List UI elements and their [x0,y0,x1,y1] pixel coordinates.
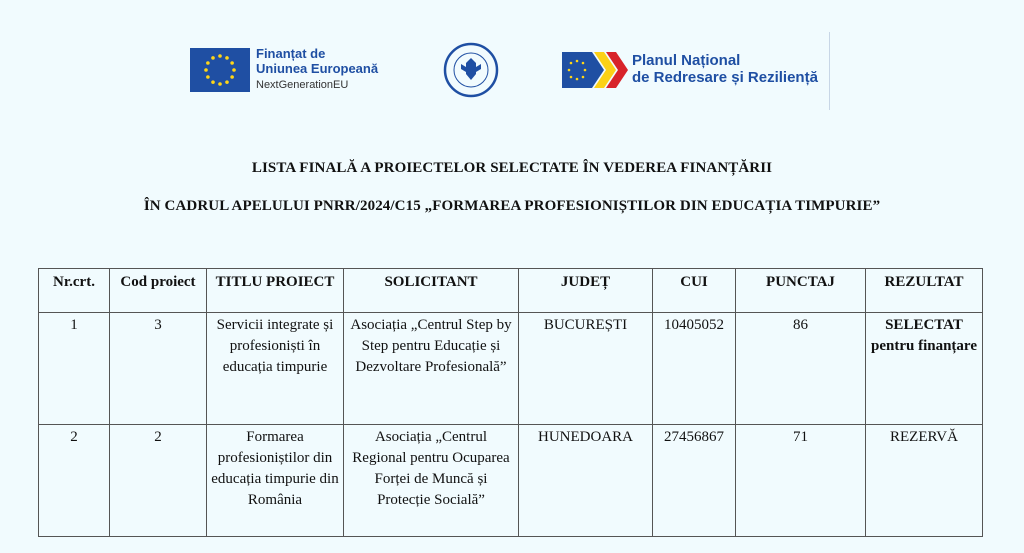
eu-star-icon [204,68,208,72]
header-judet: JUDEȚ [519,269,653,313]
eu-funding-label [256,46,378,93]
table-row [39,313,983,425]
header-rezultat: REZULTAT [866,269,983,313]
eu-star-icon [230,75,234,79]
cell-cui: 10405052 [653,313,736,425]
eu-star-icon [232,68,236,72]
cell-cui: 27456867 [653,425,736,537]
header-nr: Nr.crt. [39,269,110,313]
eu-star-icon [230,61,234,65]
cell-solicitant: Asociația „Centrul Regional pentru Ocuparea Forței de Muncă și Protecție Socială” [344,425,519,537]
header-solicitant: SOLICITANT [344,269,519,313]
divider [829,32,830,110]
header-titlu: TITLU PROIECT [207,269,344,313]
cell-cod: 3 [110,313,207,425]
guvernul-romaniei-seal-icon [443,42,499,98]
cell-judet: HUNEDOARA [519,425,653,537]
cell-titlu: Servicii integrate și profesioniști în educația timpurie [207,313,344,425]
eu-star-icon [211,80,215,84]
cell-punctaj: 86 [736,313,866,425]
cell-nr: 2 [39,425,110,537]
document-title-line1: LISTA FINALĂ A PROIECTELOR SELECTATE ÎN VEDEREA FINANȚĂRII [251,160,773,176]
eu-label-line3: NextGenerationEU [256,79,349,91]
pnrr-label-line2: de Redresare și Reziliență [632,69,818,86]
eu-star-icon [218,82,222,86]
cell-nr: 1 [39,313,110,425]
eu-label-line2: Uniunea Europeană [256,61,379,76]
eu-star-icon [211,56,215,60]
eu-star-icon [225,56,229,60]
eu-star-icon [225,80,229,84]
pnrr-label-line1: Planul Național [632,52,741,69]
cell-rezultat: SELECTAT pentru finanțare [866,313,983,425]
header-cod: Cod proiect [110,269,207,313]
header-cui: CUI [653,269,736,313]
document-title-line2: ÎN CADRUL APELULUI PNRR/2024/C15 „FORMAREA PROFESIONIȘTILOR DIN EDUCAȚIA TIMPURIE” [143,198,881,214]
cell-cod: 2 [110,425,207,537]
eu-star-icon [218,54,222,58]
table-header-row [39,269,983,313]
results-table [38,268,983,537]
table-row [39,425,983,537]
eu-flag-icon [190,48,250,92]
cell-punctaj: 71 [736,425,866,537]
pnrr-logo-icon [562,52,628,88]
cell-titlu: Formarea profesioniștilor din educația timpurie din România [207,425,344,537]
cell-judet: BUCUREȘTI [519,313,653,425]
cell-solicitant: Asociația „Centrul Step by Step pentru Educație și Dezvoltare Profesională” [344,313,519,425]
eu-label-line1: Finanțat de [256,46,326,61]
cell-rezultat: REZERVĂ [866,425,983,537]
header-punctaj: PUNCTAJ [736,269,866,313]
eu-star-icon [206,61,210,65]
header-logos [0,42,1024,102]
pnrr-label [632,52,818,86]
eu-star-icon [206,75,210,79]
